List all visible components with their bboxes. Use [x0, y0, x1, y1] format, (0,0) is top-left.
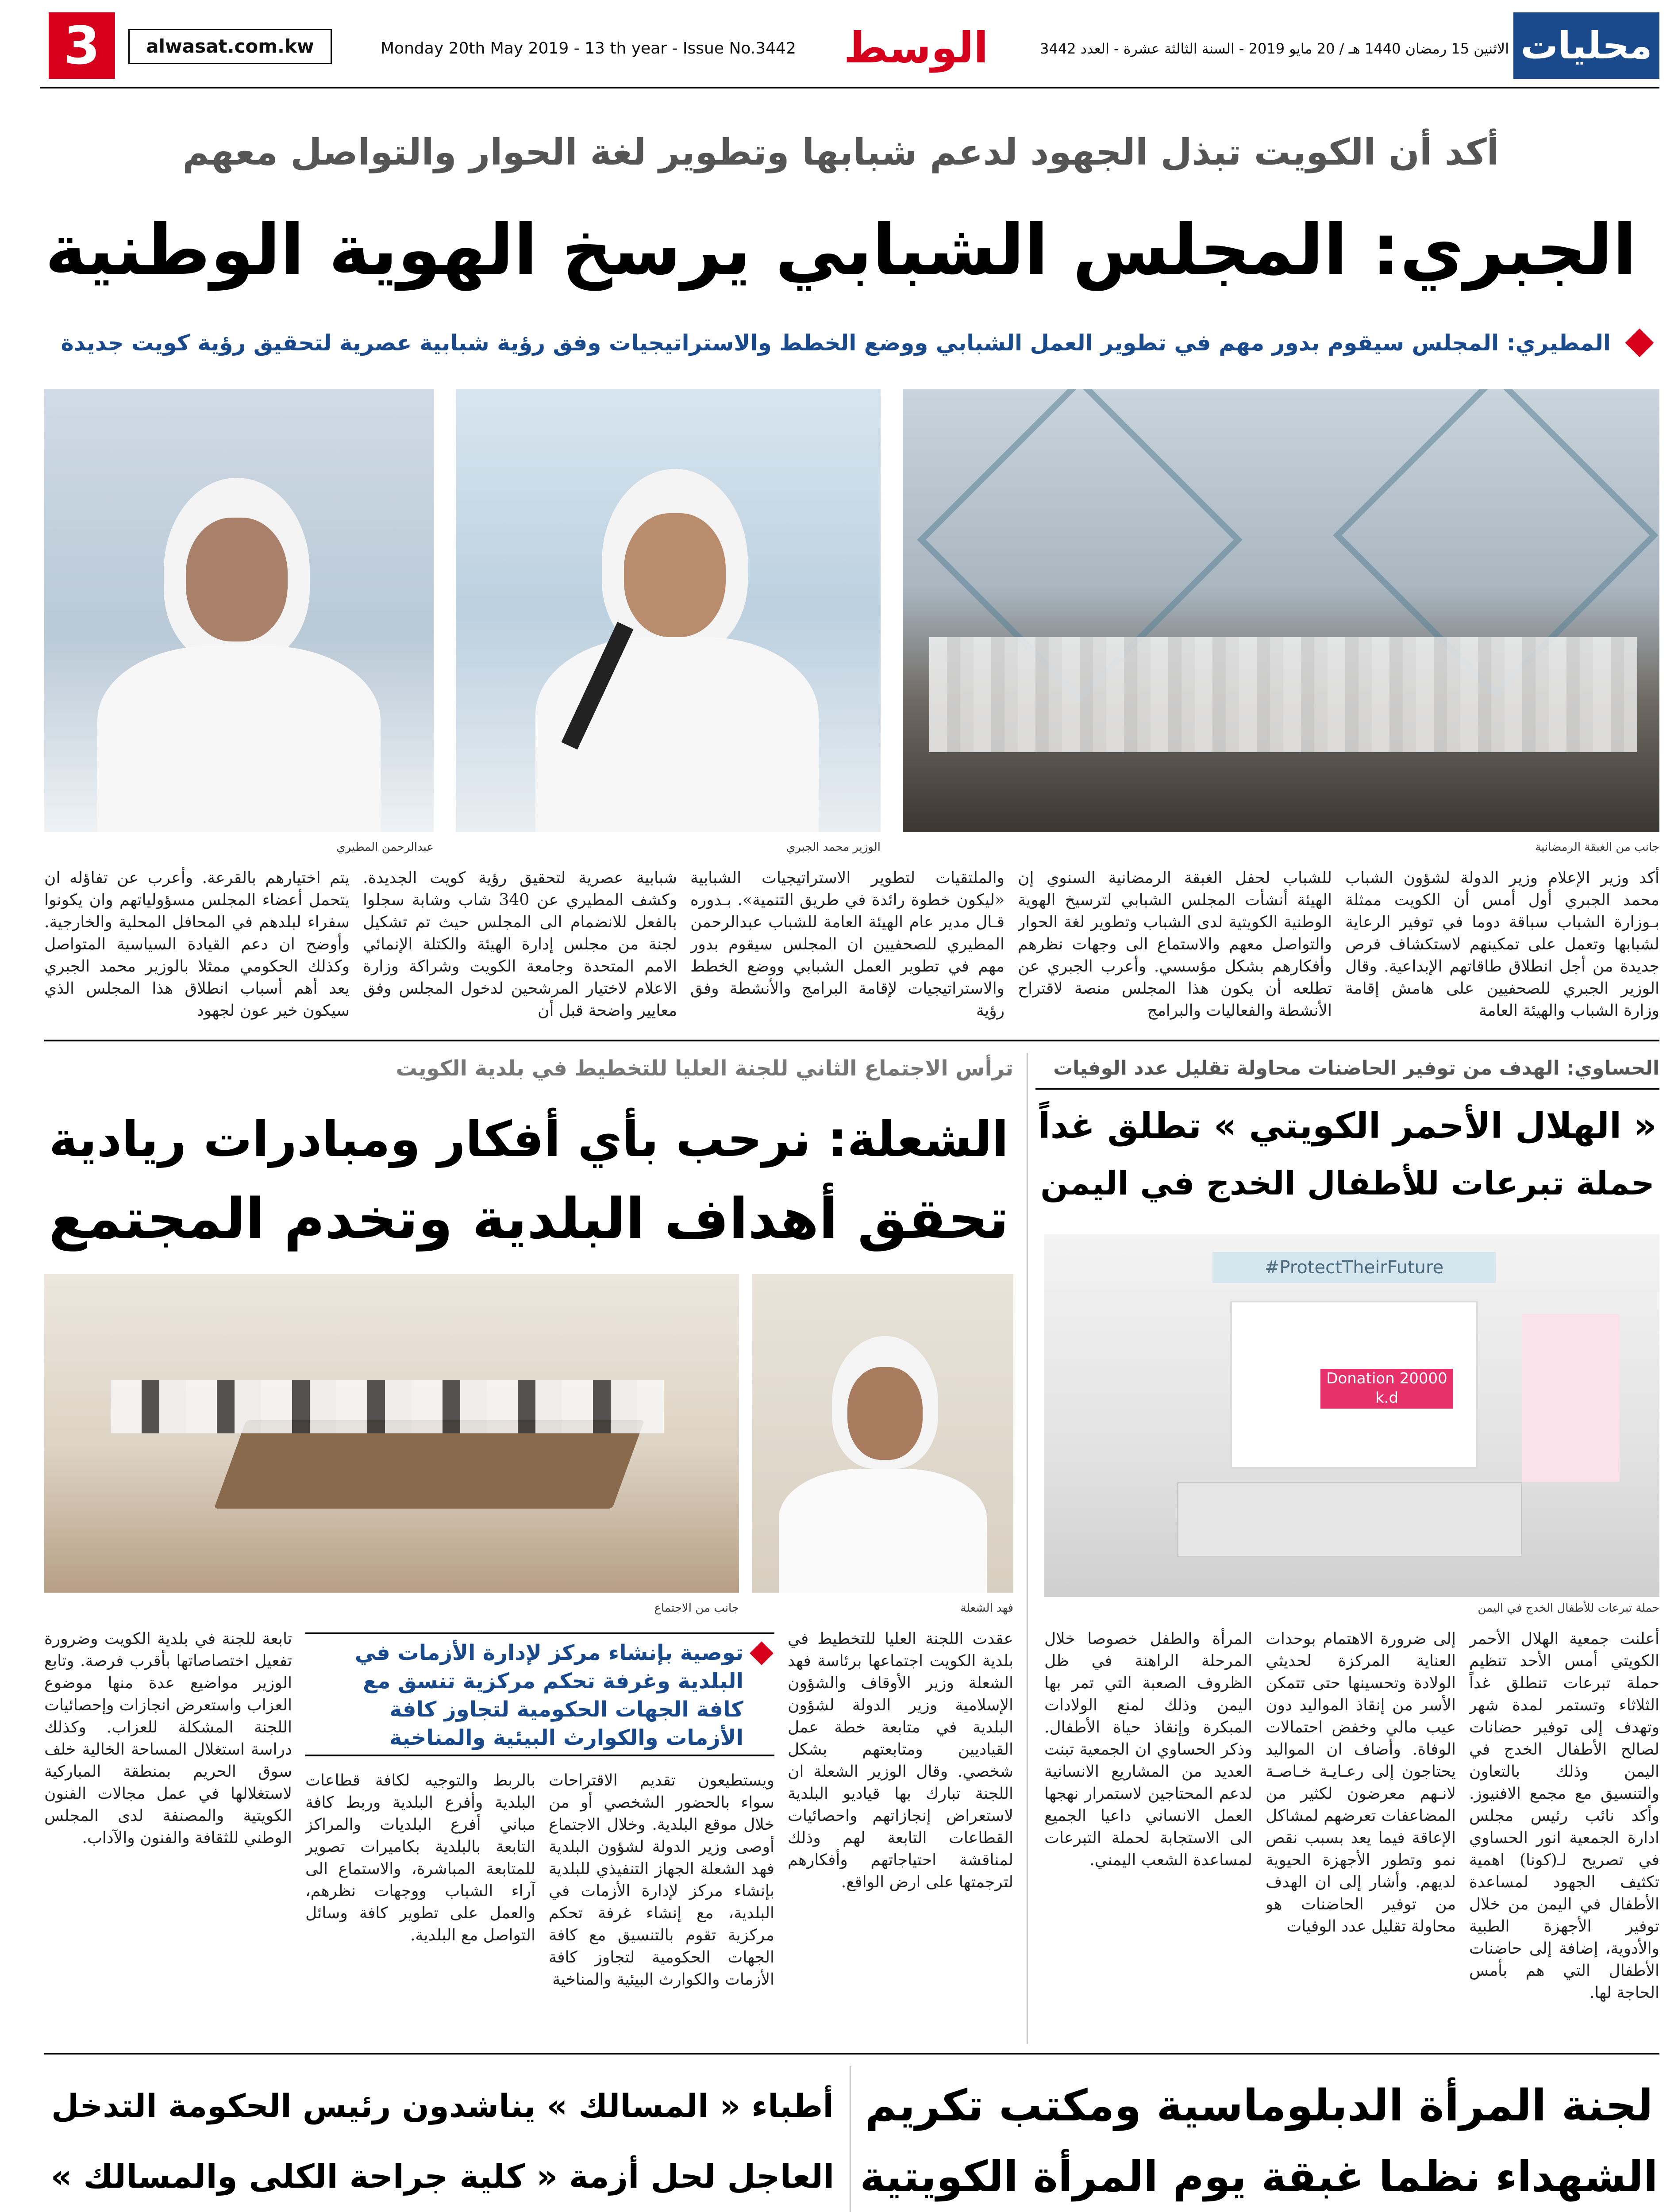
doctors-title-line1: أطباء « المسالك » يناشدون رئيس الحكومة التدخل	[51, 2087, 834, 2124]
photo-iftar-gathering	[903, 389, 1659, 832]
caption-mutairi: عبدالرحمن المطيري	[336, 841, 434, 854]
photo-donation-stand	[1044, 1234, 1659, 1597]
page-number: 3	[49, 12, 115, 79]
bullet-diamond-icon	[750, 1641, 774, 1665]
caption-iftar: جانب من الغبقة الرمضانية	[1535, 841, 1659, 854]
redcrescent-rule	[1035, 1088, 1659, 1090]
redcrescent-kicker: الحساوي: الهدف من توفير الحاضنات محاولة تقليل عدد الوفيات	[1053, 1057, 1659, 1079]
boxed-quote-text: توصية بإنشاء مركز لإدارة الأزمات في البلدية وغرفة تحكم مركزية تنسق مع كافة الجهات الحكومية لتجاوز كافة الأزمات والكوارث البيئية والمناخية	[354, 1640, 743, 1750]
meeting-attendees	[111, 1380, 664, 1433]
lead-title: الجبري: المجلس الشبابي يرسخ الهوية الوطنية	[45, 209, 1637, 291]
crowd-of-men	[929, 637, 1637, 752]
date-arabic: الاثنين 15 رمضان 1440 هـ / 20 مايو 2019 - السنة الثالثة عشرة - العدد 3442	[1040, 40, 1509, 57]
masthead-rule	[40, 87, 1659, 88]
redcrescent-title-line2: حملة تبرعات للأطفال الخدج في اليمن	[1040, 1164, 1655, 1202]
bullet-diamond-icon	[1625, 328, 1654, 357]
diplomatic-title-line1: لجنة المرأة الدبلوماسية ومكتب تكريم	[865, 2081, 1653, 2131]
caption-minister: الوزير محمد الجبري	[786, 841, 881, 854]
photo-minister	[456, 389, 881, 832]
dishdasha	[97, 646, 381, 832]
lead-subhead-bar	[44, 319, 1659, 367]
photo-meeting	[44, 1274, 739, 1593]
lead-column-5: يتم اختيارهم بالقرعة. وأعرب عن تفاؤله ان يتحمل أعضاء المجلس مسؤولياتهم وان يكونوا سفراء لبلدهم في المحافل المحلية والخارجية. وأوضح ان دعم القيادة السياسية المتواصل وكذلك الحكومي ممثلا بالوزير محمد الجبري يعد أهم أسباب انطلاق هذا المجلس الذي سيكون خير عون لجهود	[44, 869, 350, 1020]
municipality-column-1: عقدت اللجنة العليا للتخطيط في بلدية الكويت اجتماعها برئاسة فهد الشعلة وزير الأوقاف والشؤون الإسلامية وزير الدولة لشؤون البلدية في متابعة خطة عمل القياديين ومتابعتهم بشكل شخصي. وقال الوزير الشعلة ان اللجنة تبارك بها قياديو البلدية لاستعراض إنجازاتهم واحصائيات القطاعات التابعة لهم وذلك لمناقشة احتياجاتهم وأفكارهم لترجمتها على ارض الواقع.	[788, 1630, 1013, 1891]
doctors-title-line2: العاجل لحل أزمة « كلية جراحة الكلى والمسالك »	[50, 2158, 835, 2196]
section-label: محليات	[1513, 12, 1659, 79]
campaign-banner: #ProtectTheirFuture	[1212, 1252, 1496, 1283]
redcrescent-column-1: أعلنت جمعية الهلال الأحمر الكويتي أمس الأحد تنظيم حملة تبرعات تنطلق غداً الثلاثاء وتستمر لمدة شهر وتهدف إلى توفير حضانات لصالح الأطفال الخدج في اليمن وذلك بالتعاون والتنسيق مع مجمع الافنيوز. وأكد نائب رئيس مجلس ادارة الجمعية انور الحساوي في تصريح لـ(كونا) اهمية تكثيف الجهود لمساعدة الأطفال في اليمن من خلال توفير الأجهزة الطبية والأدوية، إضافة إلى حاضنات الأطفال التي هم بأمس الحاجة لها.	[1469, 1630, 1659, 2002]
masthead	[0, 0, 1678, 93]
caption-donation: حملة تبرعات للأطفال الخدج في اليمن	[1478, 1601, 1659, 1615]
column-divider	[1027, 1053, 1028, 2044]
section-divider	[44, 2053, 1659, 2055]
redcrescent-title-line1: « الهلال الأحمر الكويتي » تطلق غداً	[1038, 1105, 1657, 1146]
municipality-title-line1: الشعلة: نرحب بأي أفكار ومبادرات ريادية	[49, 1111, 1009, 1167]
municipality-column-4: تابعة للجنة في بلدية الكويت وضرورة تفعيل اختصاصاتها بأقرب فرصة. وتابع الوزير مواضيع عدة منها موضوع العزاب واستعرض انجازات وإحصائيات اللجنة المشكلة للعزاب. وكذلك دراسة استغلال المساحة الخالية خلف سوق الحريم بمنطقة المباركية لاستغلالها في عمل مجالات الفنون الكويتية والمصنفة لدى المجلس الوطني للثقافة والفنون والآداب.	[44, 1630, 292, 1847]
diplomatic-title-line2: الشهداء نظما غبقة يوم المرأة الكويتية	[860, 2152, 1658, 2201]
photo-shoula	[752, 1274, 1013, 1593]
lead-column-4: شبابية عصرية لتحقيق رؤية كويت الجديدة. وكشف المطيري عن 340 شاب وشابة سجلوا بالفعل للانضمام الى المجلس حيث تم تشكيل لجنة من مجلس إدارة الهيئة والكتلة الإنمائي الامم المتحدة وجامعة الكويت وشراكة وزارة الاعلام لاختيار المرشحين لدخول المجلس وفق معايير واضحة قبل أن	[363, 869, 677, 1020]
face	[186, 518, 288, 641]
section-divider	[44, 1040, 1659, 1041]
lead-column-3: والملتقيات لتطوير الاستراتيجيات الشبابية «ليكون خطوة رائدة في طريق التنمية». بـدوره قـال مدير عام الهيئة العامة للشباب عبدالرحمن المطيري للصحفيين ان المجلس سيقوم بدور مهم في تطوير العمل الشبابي ووضع الخطط والاستراتيجيات لإقامة البرامج والأنشطة وفق رؤية	[690, 869, 1004, 1020]
side-poster	[1522, 1314, 1620, 1482]
lead-column-1: أكد وزير الإعلام وزير الدولة لشؤون الشباب محمد الجبري أول أمس أن الكويت ممثلة بـوزارة الشباب سباقة دوما في توفير الرعاية لشبابها وتعمل على تمكينهم لاستكشاف فرص جديدة من أجل انطلاق طاقاتهم الإبداعية. وقال الوزير الجبري للصحفيين على هامش إقامة وزارة الشباب والهيئة العامة	[1345, 869, 1659, 1020]
incubator-stand	[1177, 1482, 1522, 1557]
donation-label: Donation 20000 k.d	[1320, 1369, 1453, 1409]
caption-meeting: جانب من الاجتماع	[654, 1601, 739, 1615]
redcrescent-column-2: إلى ضرورة الاهتمام بوحدات العناية المركزة لحديثي الولادة وتحسينها حتى تتمكن الأسر من إنقاذ المواليد دون عيب مالي وخفض احتمالات الوفاة. وأضاف ان المواليد يحتاجون إلى رعـايـة خـاصـة لانـهم معرضون لكثير من المضاعفات تعرضهم لمشاكل الإعاقة فيما يعد بسبب نقص نمو وتطور الأجهزة الحيوية لديهم. وأشار إلى ان الهدف من توفير الحاضنات هو محاولة تقليل عدد الوفيات	[1266, 1630, 1456, 1936]
photo-mutairi	[44, 389, 434, 832]
municipality-title-line2: تحقق أهداف البلدية وتخدم المجتمع	[49, 1186, 1009, 1251]
municipality-column-3: بالربط والتوجيه لكافة قطاعات البلدية وأفرع البلدية وربط كافة مباني أفرع البلديات والمراكز التابعة بالبلدية بكاميرات تصوير للمتابعة المباشرة، والاستماع الى آراء الشباب ووجهات نظرهم، والعمل على تطوير كافة وسائل التواصل مع البلدية.	[305, 1771, 535, 1944]
conference-table	[214, 1420, 645, 1509]
website-link[interactable]	[128, 29, 332, 64]
lead-kicker: أكد أن الكويت تبذل الجهود لدعم شبابها وتطوير لغة الحوار والتواصل معهم	[182, 131, 1499, 173]
newspaper-logo: الوسط	[843, 23, 989, 73]
municipality-column-2: ويستطيعون تقديم الاقتراحات سواء بالحضور الشخصي أو من خلال موقع البلدية. وخلال الاجتماع أوصى وزير الدولة لشؤون البلدية فهد الشعلة الجهاز التنفيذي للبلدية بإنشاء مركز لإدارة الأزمات في البلدية، مع إنشاء غرفة تحكم مركزية تقوم بالتنسيق مع كافة الجهات الحكومية لتجاوز كافة الأزمات والكوارث البيئية والمناخية	[549, 1771, 774, 1989]
lead-subhead: المطيري: المجلس سيقوم بدور مهم في تطوير العمل الشبابي ووضع الخطط والاستراتيجيات وفق رؤية شبابية عصرية لتحقيق رؤية كويت جديدة	[61, 330, 1611, 356]
date-english: Monday 20th May 2019 - 13 th year - Issue No.3442	[381, 39, 796, 58]
donation-panel	[1230, 1301, 1478, 1469]
redcrescent-column-3: المرأة والطفل خصوصا خلال المرحلة الراهنة في ظل الظروف الصعبة التي تمر بها اليمن وذلك لمنع الولادات المبكرة وإنقاذ حياة الأطفال. وذكر الحساوي ان الجمعية تبنت العديد من المشاريع الانسانية لدعم المحتاجين لاستمرار نهجها العمل الانساني داعيا الجميع الى الاستجابة لحملة التبرعات لمساعدة الشعب اليمني.	[1044, 1630, 1252, 1869]
dishdasha	[779, 1469, 987, 1593]
caption-shoula: فهد الشعلة	[960, 1601, 1013, 1615]
municipality-boxed-quote	[305, 1632, 774, 1756]
face	[847, 1367, 923, 1460]
municipality-kicker: ترأس الاجتماع الثاني للجنة العليا للتخطيط في بلدية الكويت	[396, 1056, 1013, 1081]
lead-column-2: للشباب لحفل الغبقة الرمضانية السنوي إن الهيئة أنشأت المجلس الشبابي لترسيخ الهوية الوطنية الكويتية لدى الشباب وتطوير لغة الحوار والتواصل معهم والاستماع الى وجهات نظرهم وأفكارهم بشكل مؤسسي. وأعرب الجبري عن تطلعه أن يكون هذا المجلس منصة لاقتراح الأنشطة والفعاليات والبرامج	[1018, 869, 1332, 1020]
face	[624, 513, 726, 637]
column-divider	[850, 2066, 851, 2212]
website-text: alwasat.com.kw	[146, 35, 314, 57]
